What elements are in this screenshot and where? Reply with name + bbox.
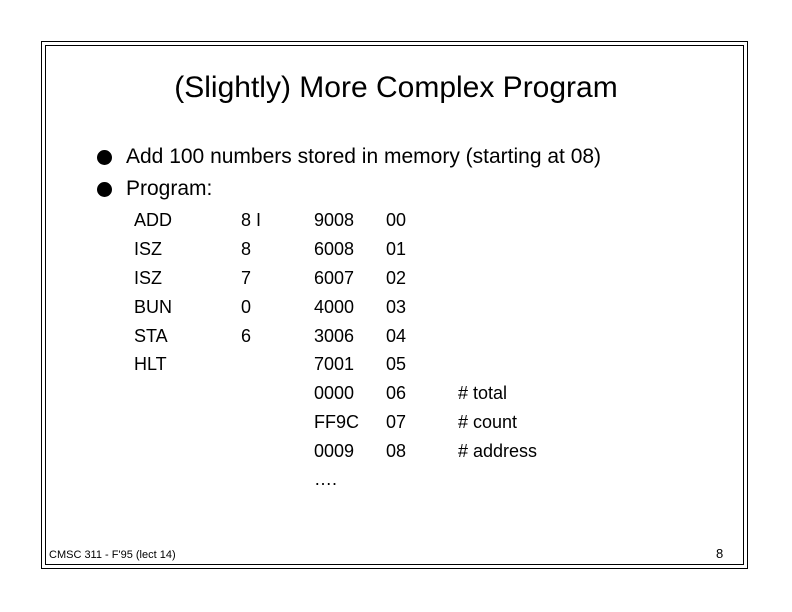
machine-code: 3006: [314, 326, 355, 346]
machine-code: 0000: [314, 383, 355, 403]
memory-address: 00: [386, 210, 407, 230]
footer-course-label: CMSC 311 - F'95 (lect 14): [49, 549, 176, 561]
memory-address: 06: [386, 383, 407, 403]
machine-code: 4000: [314, 297, 355, 317]
operand: 8 I: [241, 210, 262, 230]
bullet-text: Add 100 numbers stored in memory (starting at 08): [126, 145, 602, 168]
machine-code: 6008: [314, 239, 355, 259]
opcode: BUN: [134, 297, 173, 317]
comment: # total: [458, 383, 508, 403]
operand: 8: [241, 239, 252, 259]
bullet-text: Program:: [126, 177, 213, 200]
memory-address: 01: [386, 239, 407, 259]
slide-title: (Slightly) More Complex Program: [174, 71, 618, 104]
opcode: ISZ: [134, 268, 163, 288]
opcode: ISZ: [134, 239, 163, 259]
machine-code: 6007: [314, 268, 355, 288]
operand: 7: [241, 268, 252, 288]
comment: # address: [458, 441, 538, 461]
machine-code: ….: [314, 469, 338, 489]
slide-border-inner: [45, 45, 744, 565]
memory-address: 02: [386, 268, 407, 288]
comment: # count: [458, 412, 518, 432]
bullet-item: [97, 142, 601, 172]
memory-address: 04: [386, 326, 407, 346]
memory-address: 03: [386, 297, 407, 317]
bullet-dot-icon: [97, 150, 112, 165]
operand: 0: [241, 297, 252, 317]
memory-address: 08: [386, 441, 407, 461]
opcode: ADD: [134, 210, 173, 230]
opcode: STA: [134, 326, 168, 346]
opcode: HLT: [134, 354, 167, 374]
bullet-item: [97, 174, 212, 204]
machine-code: 9008: [314, 210, 355, 230]
bullet-dot-icon: [97, 182, 112, 197]
machine-code: 7001: [314, 354, 355, 374]
memory-address: 07: [386, 412, 407, 432]
memory-address: 05: [386, 354, 407, 374]
page-number: 8: [716, 546, 724, 561]
operand: 6: [241, 326, 252, 346]
machine-code: 0009: [314, 441, 355, 461]
machine-code: FF9C: [314, 412, 359, 432]
